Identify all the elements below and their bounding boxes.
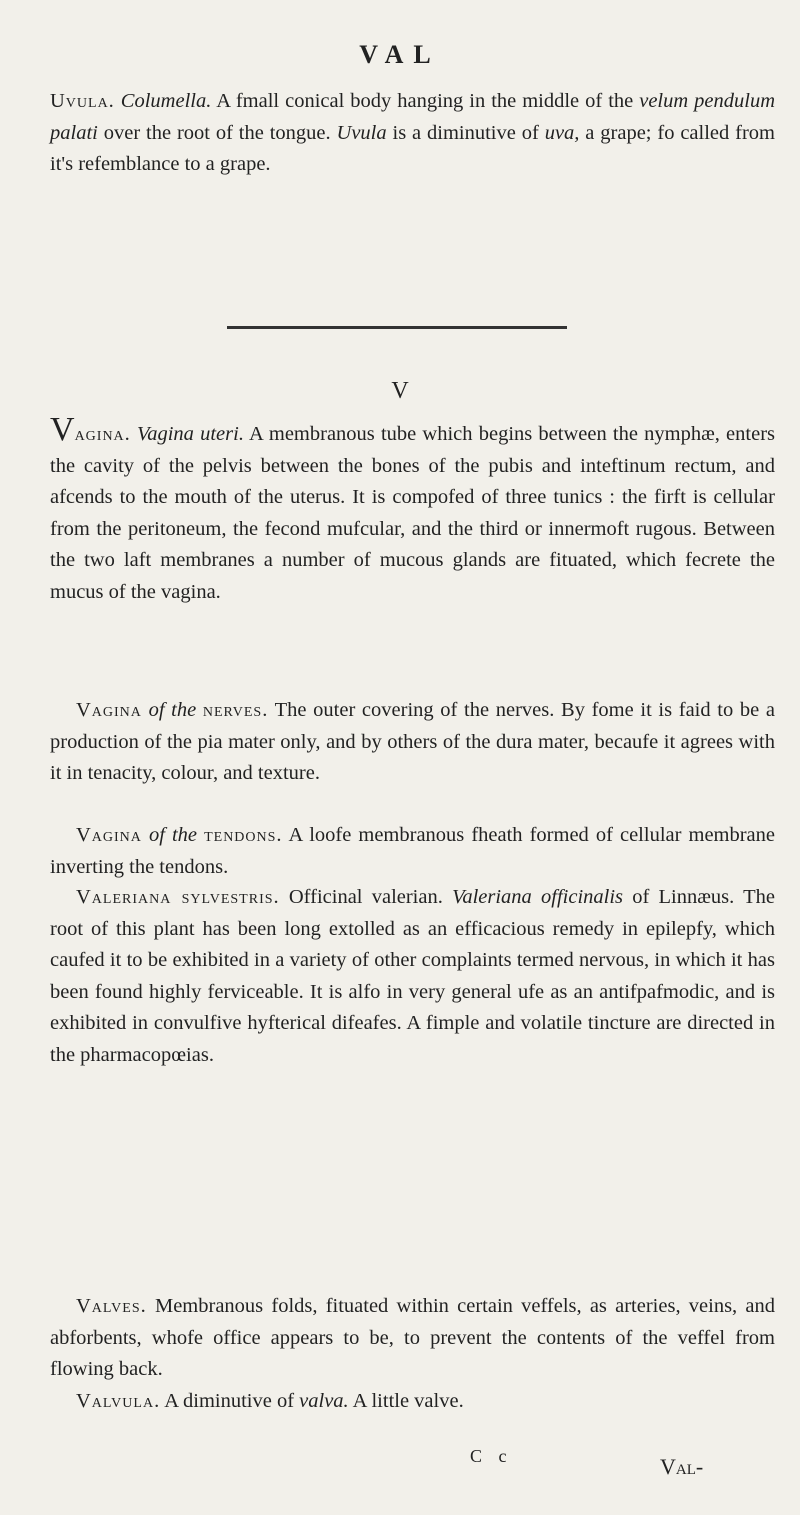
entry-text: over the root of the tongue.	[97, 121, 337, 144]
latin-term: velum pendulum palati	[50, 90, 775, 144]
section-letter: V	[391, 378, 409, 404]
entry-valeriana	[50, 882, 775, 1071]
latin-term: Columella.	[120, 90, 212, 112]
signature-mark: C c	[470, 1446, 513, 1466]
entry-text: A membranous tube which begins between the nymphæ, enters the cavity of the pelvis between the bones of the pubis and inteftinum rectum, and afcends to the mouth of the uterus. It is compofed of three tunics : the firft is cellular from the peritoneum, the fecond mufcular, and the third or innermoft rugous. Between the two laft membranes a number of mucous glands are fituated, which fecrete the mucus of the vagina.	[50, 423, 776, 603]
entry-uvula	[50, 86, 775, 181]
entry-term: Vagina	[76, 699, 142, 721]
entry-term: Valves.	[76, 1295, 147, 1317]
latin-term: uva,	[544, 121, 580, 144]
entry-text: A loofe membranous fheath formed of cellular membrane inverting the tendons.	[50, 824, 776, 878]
latin-term: of the	[148, 699, 197, 721]
entry-term: Uvula.	[50, 90, 115, 112]
entry-term: Vagina	[76, 824, 142, 846]
section-divider	[227, 326, 567, 329]
entry-valvula	[50, 1386, 775, 1418]
drop-initial: V	[50, 411, 75, 448]
entry-text: A little valve.	[348, 1390, 464, 1412]
entry-text: Membranous folds, fituated within certain veffels, as arteries, veins, and abforbents, whofe office appears to be, to prevent the contents of the veffel from flowing back.	[50, 1295, 775, 1380]
running-head: VAL	[359, 40, 441, 69]
latin-term: Valeriana officinalis	[452, 886, 624, 908]
entry-text: A diminutive of	[160, 1390, 300, 1412]
entry-text: Officinal valerian.	[279, 886, 453, 908]
entry-term: Valeriana sylvestris.	[76, 886, 280, 908]
catchword: Val-	[660, 1454, 704, 1479]
latin-term: Uvula	[336, 121, 387, 144]
entry-term: nerves.	[202, 699, 269, 721]
entry-term: Valvula.	[76, 1390, 161, 1412]
latin-term: valva.	[299, 1390, 349, 1412]
entry-text: A fmall conical body hanging in the middle of the	[211, 90, 640, 112]
entry-text: of Linnæus. The root of this plant has been long extolled as an efficacious remedy in epilepfy, which caufed it to be exhibited in a variety of other complaints termed nervous, in which it has been found highly ferviceable. It is alfo in very general ufe as an antifpafmodic, and is exhibited in convulfive hyfterical difeafes. A fimple and volatile tincture are directed in the pharmacopœias.	[50, 886, 775, 1066]
entry-text: a grape; fo called from it's refemblance to a grape.	[50, 121, 775, 175]
entry-vagina-tendons	[50, 820, 775, 883]
entry-text: The outer covering of the nerves. By fome it is faid to be a production of the pia mater only, and by others of the dura mater, becaufe it agrees with it in tenacity, colour, and texture.	[50, 699, 775, 784]
latin-term: of the	[148, 824, 198, 846]
latin-term: Vagina uteri.	[136, 423, 244, 445]
entry-term: tendons.	[204, 824, 283, 846]
entry-valves	[50, 1291, 775, 1386]
entry-vagina-nerves	[50, 695, 775, 790]
entry-vagina	[50, 413, 775, 608]
entry-text: is a diminutive of	[386, 121, 545, 144]
entry-term: agina.	[74, 423, 131, 445]
